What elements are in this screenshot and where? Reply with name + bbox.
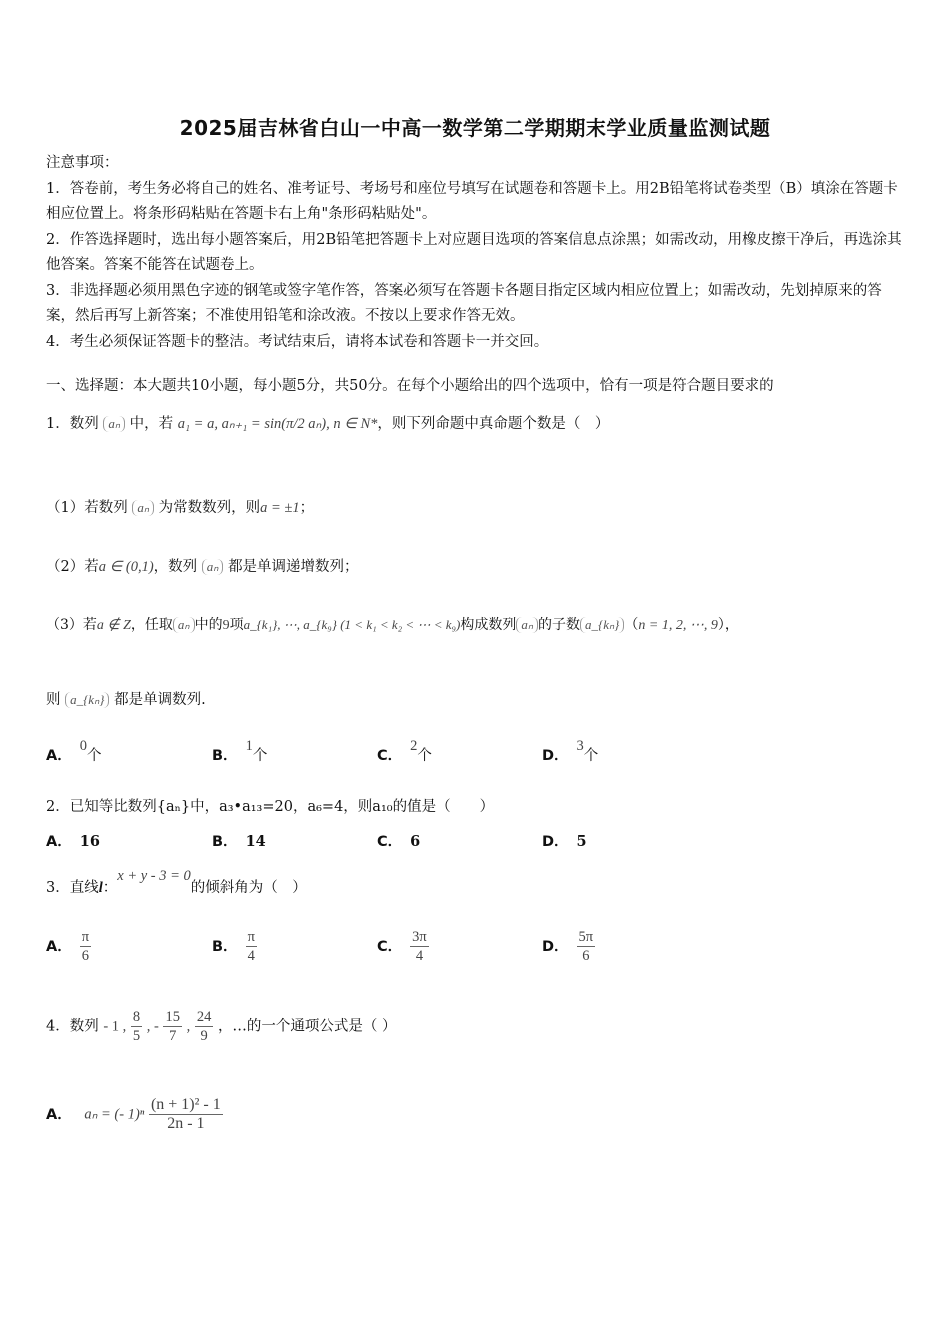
q2-option-d[interactable] [542,830,587,851]
option-letter: A． [46,834,72,850]
option-letter: B． [212,938,238,955]
statement-text: （3）若 [46,617,97,633]
fraction-numerator: π [247,929,255,945]
option-letter: A． [46,938,72,955]
q4-term: , - [146,1018,159,1035]
q1-statement-1 [46,496,314,517]
option-unit: 个 [86,748,102,764]
question-3-stem [46,868,307,897]
fraction-denominator: 7 [169,1028,177,1044]
statement-text: 项 [229,617,244,633]
option-value: 2 [410,738,418,754]
statement-formula: a ∈ (0,1) [98,559,154,575]
q1-formula: a₁ = a, aₙ₊₁ = sin(π/2 aₙ), n ∈ N* [177,416,378,432]
question-1-stem [46,412,609,433]
statement-text: 的子数 [538,617,581,633]
statement-text: 都是单调数列. [114,692,206,708]
option-value: 1 [245,738,253,754]
q3-option-a[interactable] [46,928,91,965]
option-formula: aₙ = (- 1)ⁿ [84,1106,145,1123]
q4-term: , [186,1018,191,1035]
q1-sequence: aₙ [202,559,224,575]
fraction-numerator: π [81,929,90,945]
q3-text: 的倾斜角为（ ） [190,880,307,896]
fraction-numerator: 3π [412,929,427,945]
q1-sequence: aₙ [516,617,538,633]
statement-text: ，数列 [153,559,198,575]
section-heading: 一、选择题：本大题共10小题，每小题5分，共50分。在每个小题给出的四个选项中，恰有一项是符合题目要求的 [46,378,774,394]
statement-text: 为常数数列，则 [158,500,261,516]
q4-text: ，…的一个通项公式是（ ） [217,1018,397,1035]
q1-subsequence: a_{kₙ} [65,692,109,708]
option-fraction [246,928,257,965]
question-4-stem [46,1008,397,1045]
option-letter: C． [377,748,403,764]
q2-option-c[interactable] [377,830,420,851]
q1-text: 数列 [69,416,99,432]
q4-term: - 1 , [103,1018,127,1035]
question-2-stem: 2．已知等比数列{aₙ}中，a₃•a₁₃=20，a₆=4，则a₁₀的值是（ ） [46,799,495,815]
statement-text: 都是单调递增数列； [228,559,359,575]
option-letter: D． [542,748,569,764]
statement-formula: a = ±1 [260,500,300,516]
q1-statement-2 [46,555,359,576]
q3-text: ： [102,880,118,896]
option-value: 5 [576,833,587,850]
option-fraction [80,928,91,965]
statement-formula: 9 [222,618,230,633]
q1-option-a[interactable] [46,738,102,765]
fraction-denominator: 5 [132,1028,141,1044]
option-value: 3 [576,738,584,754]
fraction-numerator: 15 [165,1009,180,1025]
q3-option-b[interactable] [212,928,257,965]
statement-formula: a_{k₁}, ⋯, a_{k₉} (1 < k₁ < k₂ < ⋯ < k₉) [243,617,461,632]
q3-text: 3．直线 [46,880,99,896]
q1-sequence: aₙ [103,416,125,432]
option-letter: D． [542,834,569,850]
question-number: 1． [46,416,70,432]
option-value: 16 [79,833,100,850]
statement-text: ； [299,500,315,516]
fraction-numerator: (n + 1)² - 1 [150,1096,221,1113]
q1-option-d[interactable] [542,738,599,765]
option-value: 6 [410,833,421,850]
q4-fraction [163,1008,182,1045]
q1-statement-3 [46,614,739,634]
fraction-denominator: 4 [247,948,255,964]
option-unit: 个 [583,748,599,764]
statement-text: 则 [46,692,61,708]
fraction-denominator: 2n - 1 [167,1115,205,1132]
option-unit: 个 [252,748,268,764]
statement-text: ）， [717,617,739,633]
option-unit: 个 [417,748,432,764]
q2-option-b[interactable] [212,830,266,851]
q1-sequence: aₙ [132,500,154,516]
statement-formula: a ∉ Z [96,618,131,633]
statement-text: （1）若数列 [46,500,128,516]
line-label: l [98,880,103,896]
fraction-denominator: 6 [81,948,90,964]
statement-formula: n = 1, 2, ⋯, 9 [638,618,718,633]
option-value: 0 [79,738,87,754]
note-item: 4．考生必须保证答题卡的整洁。考试结束后，请将本试卷和答题卡一并交回。 [46,333,549,350]
option-fraction [410,928,429,965]
option-letter: A． [46,748,72,764]
q1-option-b[interactable] [212,738,268,765]
option-letter: D． [542,938,569,955]
option-value: 14 [245,833,266,850]
q1-text: ，则下列命题中真命题个数是（ ） [377,416,610,432]
note-item: 1．答卷前，考生务必将自己的姓名、准考证号、考场号和座位号填写在试题卷和答题卡上。用2B铅笔将试卷类型（B）填涂在答题卡相应位置上。将条形码粘贴在答题卡右上角"条形码粘贴处"。 [46,180,898,222]
option-letter: B． [212,834,238,850]
q3-formula: x + y - 3 = 0 [117,868,191,884]
q1-text: 中，若 [129,416,174,432]
q1-sequence: aₙ [173,617,195,633]
q3-option-c[interactable] [377,928,429,965]
q4-option-a[interactable] [46,1096,223,1133]
fraction-numerator: 24 [196,1009,212,1025]
fraction-denominator: 4 [415,948,424,964]
option-letter: C． [377,834,403,850]
q1-option-c[interactable] [377,738,432,765]
q4-fraction [195,1008,214,1045]
q1-subsequence: a_{kₙ} [580,617,624,633]
option-letter: C． [377,938,403,955]
q2-option-a[interactable] [46,830,100,851]
option-fraction [149,1096,223,1133]
notes-heading: 注意事项： [46,155,119,171]
q4-text: 4．数列 [46,1018,99,1035]
q3-option-d[interactable] [542,928,595,965]
statement-text: 构成数列 [460,617,517,633]
q4-fraction [131,1008,142,1045]
statement-text: 中的 [194,617,223,633]
note-item: 3．非选择题必须用黑色字迹的钢笔或签字笔作答，答案必须写在答题卡各题目指定区域内相应位置上；如需改动，先划掉原来的答案，然后再写上新答案；不准使用铅笔和涂改液。不按以上要求作答无效。 [46,282,882,324]
option-letter: A． [46,1106,72,1123]
q1-statement-4 [46,688,206,709]
fraction-numerator: 8 [132,1009,141,1025]
statement-text: （ [624,617,639,633]
statement-text: ，任取 [130,617,173,633]
note-item: 2．作答选择题时，选出每小题答案后，用2B铅笔把答题卡上对应题目选项的答案信息点涂黑；如需改动，用橡皮擦干净后，再选涂其他答案。答案不能答在试题卷上。 [46,231,902,273]
fraction-numerator: 5π [578,929,594,945]
option-fraction [577,928,596,965]
statement-text: （2）若 [46,559,99,575]
page-title: 2025届吉林省白山一中高一数学第二学期期末学业质量监测试题 [179,116,771,140]
notes-block [46,151,906,355]
fraction-denominator: 9 [200,1028,208,1044]
fraction-denominator: 6 [582,948,590,964]
option-letter: B． [212,748,238,764]
